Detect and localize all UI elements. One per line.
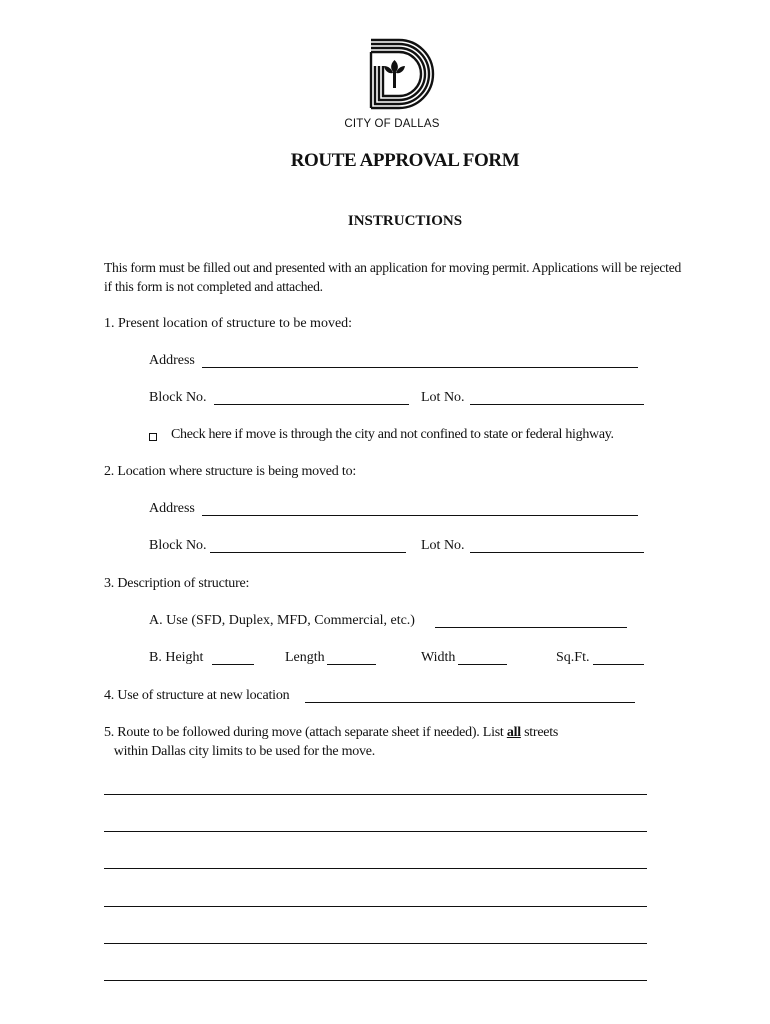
- section-5-line-2: within Dallas city limits to be used for the move.: [104, 744, 375, 759]
- route-line-3[interactable]: [104, 868, 647, 869]
- route-line-2[interactable]: [104, 831, 647, 832]
- s2-lot-label: Lot No.: [421, 538, 465, 553]
- through-city-checkbox-label: Check here if move is through the city and not confined to state or federal highway.: [171, 427, 614, 442]
- emphasis-all: all: [506, 725, 521, 740]
- s3-height-field[interactable]: [212, 664, 254, 665]
- section-4-label: 4. Use of structure at new location: [104, 688, 290, 703]
- route-line-1[interactable]: [104, 794, 647, 795]
- through-city-checkbox[interactable]: [149, 433, 157, 441]
- s3-sqft-label: Sq.Ft.: [556, 650, 590, 665]
- section-2-heading: 2. Location where structure is being moved to:: [104, 464, 357, 479]
- s2-lot-field[interactable]: [470, 552, 644, 553]
- s3-length-label: Length: [285, 650, 325, 665]
- s2-block-field[interactable]: [210, 552, 406, 553]
- section-5-heading: 5. Route to be followed during move (attach separate sheet if needed). List all streets: [104, 725, 559, 740]
- s3-width-field[interactable]: [458, 664, 507, 665]
- city-name: CITY OF DALLAS: [344, 118, 440, 130]
- route-line-5[interactable]: [104, 943, 647, 944]
- s1-lot-field[interactable]: [470, 404, 644, 405]
- s3-use-field[interactable]: [435, 627, 627, 628]
- s1-block-label: Block No.: [149, 390, 207, 405]
- city-of-dallas-logo-icon: [365, 36, 437, 112]
- s1-address-field[interactable]: [202, 367, 638, 368]
- intro-line-1: This form must be filled out and presented with an application for moving permit. Applications will be rejected: [104, 260, 682, 275]
- s4-use-field[interactable]: [305, 702, 635, 703]
- s2-address-field[interactable]: [202, 515, 638, 516]
- s1-block-field[interactable]: [214, 404, 409, 405]
- section-1-heading: 1. Present location of structure to be moved:: [104, 316, 353, 331]
- s3-width-label: Width: [421, 650, 456, 665]
- s2-block-label: Block No.: [149, 538, 207, 553]
- route-line-4[interactable]: [104, 906, 647, 907]
- s3-length-field[interactable]: [327, 664, 376, 665]
- instructions-heading: INSTRUCTIONS: [347, 213, 463, 229]
- intro-line-2: if this form is not completed and attached.: [104, 279, 323, 294]
- s3-sqft-field[interactable]: [593, 664, 644, 665]
- s2-address-label: Address: [149, 501, 195, 516]
- route-line-6[interactable]: [104, 980, 647, 981]
- s1-lot-label: Lot No.: [421, 390, 465, 405]
- s3-use-label: A. Use (SFD, Duplex, MFD, Commercial, etc.): [149, 613, 415, 628]
- section-3-heading: 3. Description of structure:: [104, 576, 250, 591]
- form-title: ROUTE APPROVAL FORM: [290, 150, 520, 171]
- s1-address-label: Address: [149, 353, 195, 368]
- s3-height-label: B. Height: [149, 650, 204, 665]
